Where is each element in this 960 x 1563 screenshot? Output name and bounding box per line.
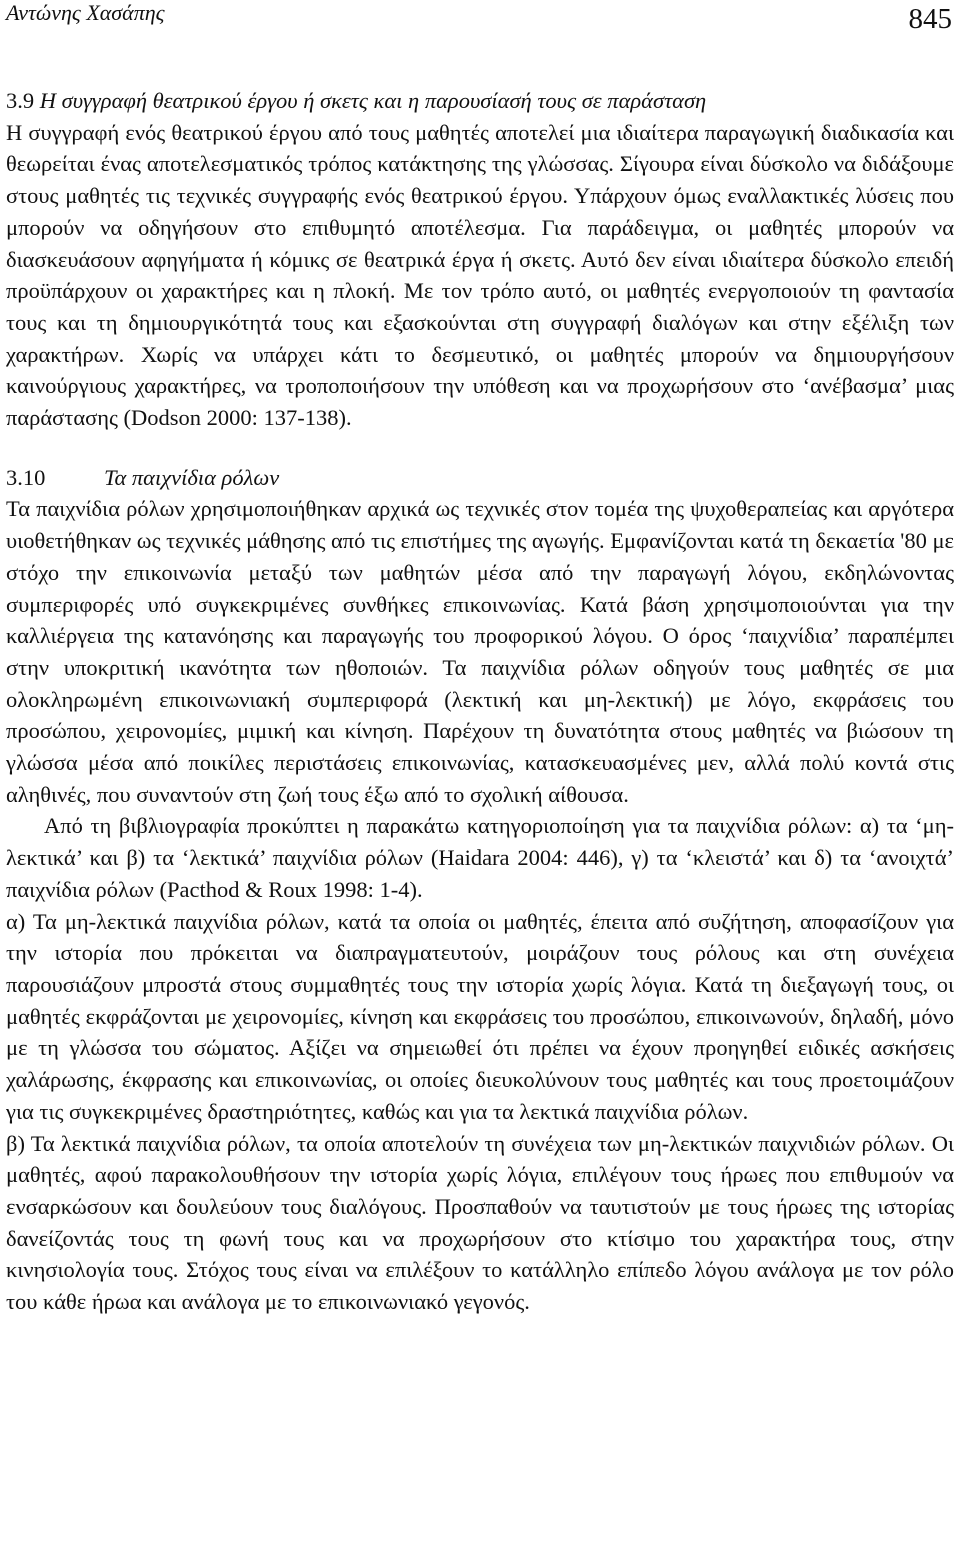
paragraph: α) Τα μη-λεκτικά παιχνίδια ρόλων, κατά τα οποία οι μαθητές, έπειτα από συζήτηση, αποφασίζουν για την ιστορία που πρόκειται να διαπραγματευτούν, μοιράζουν τους ρόλους και στη συνέχεια παρουσιάζουν μπροστά στους συμμαθητές τους την ιστορία χωρίς λόγια. Κατά τη διεξαγωγή τους, οι μαθητές εκφράζονται με χειρονομίες, κίνηση και εκφράσεις του προσώπου, επικοινωνούν, δηλαδή, μόνο με τη γλώσσα του σώματος. Αξίζει να σημειωθεί ότι πρέπει να έχουν προηγηθεί ειδικές ασκήσεις χαλάρωσης, έκφρασης και επικοινωνίας, οι οποίες διευκολύνουν τους μαθητές και τους προετοιμάζουν για τις συγκεκριμένες δραστηριότητες, καθώς και για τα λεκτικά παιχνίδια ρόλων.: [6, 908, 954, 1124]
section-heading-3-9: [6, 85, 954, 117]
section-number: 3.10: [6, 464, 46, 490]
section-title: Η συγγραφή θεατρικού έργου ή σκετς και η παρουσίασή τους σε παράσταση: [39, 88, 707, 113]
section-spacer: [6, 434, 954, 462]
paragraph: Από τη βιβλιογραφία προκύπτει η παρακάτω κατηγοριοποίηση για τα παιχνίδια ρόλων: α) τα ‘μη-λεκτικά’ και β) τα ‘λεκτικά’ παιχνίδια ρόλων (Haidara 2004: 446), γ) τα ‘κλειστά’ και δ) τα ‘ανοιχτά’ παιχνίδια ρόλων (Pacthod & Roux 1998: 1-4).: [6, 813, 954, 902]
section-heading-3-10: [6, 462, 954, 494]
section-number: 3.9: [6, 88, 35, 113]
page-header: [6, 0, 954, 40]
paragraph: β) Τα λεκτικά παιχνίδια ρόλων, τα οποία αποτελούν τη συνέχεια των μη-λεκτικών παιχνιδιών ρόλων. Οι μαθητές, αφού παρακολουθήσουν την ιστορία χωρίς λόγια, επιλέγουν τους ήρωες που επιθυμούν να ενσαρκώσουν και δουλεύουν τους διαλόγους. Προσπαθούν να ταυτιστούν με τους ήρωες της ιστορίας δανείζοντάς τους τη φωνή τους και να προχωρήσουν στο κτίσιμο του χαρακτήρα τους, στην κινησιολογία τους. Στόχος τους είναι να επιλέξουν το κατάλληλο επίπεδο λόγου ανάλογα με τον ρόλο του κάθε ήρωα και ανάλογα με το επικοινωνιακό γεγονός.: [6, 1130, 954, 1315]
paragraph: Τα παιχνίδια ρόλων χρησιμοποιήθηκαν αρχικά ως τεχνικές στον τομέα της ψυχοθεραπείας και αργότερα υιοθετήθηκαν ως τεχνικές μάθησης από τις επιστήμες της αγωγής. Εμφανίζονται κατά τη δεκαετία '80 με στόχο την επικοινωνία μεταξύ των μαθητών μέσα από την παραγωγή λόγου, εκδηλώνοντας συμπεριφορές υπό συγκεκριμένες συνθήκες επικοινωνίας. Κατά βάση χρησιμοποιούνται για την καλλιέργεια της κατανόησης και παραγωγής του προφορικού λόγου. Ο όρος ‘παιχνίδια’ παραπέμπει στην υποκριτική ικανότητα των ηθοποιών. Τα παιχνίδια ρόλων οδηγούν τους μαθητές σε μια ολοκληρωμένη επικοινωνιακή συμπεριφορά (λεκτική και μη-λεκτική) με λόγο, εκφράσεις του προσώπου, χειρονομίες, μιμική και κίνηση. Παρέχουν τη δυνατότητα στους μαθητές να βιώσουν τη γλώσσα μέσα από ποικίλες περιστάσεις επικοινωνίας, κατασκευασμένες μεν, αλλά πολύ κοντά στις αληθινές, που συναντούν στη ζωή τους έξω από το σχολική αίθουσα.: [6, 496, 954, 807]
running-head-author: Αντώνης Χασάπης: [6, 0, 165, 25]
page-number: 845: [908, 3, 952, 35]
section-title: Τα παιχνίδια ρόλων: [104, 464, 280, 490]
body-text: [6, 85, 954, 1318]
paragraph: Η συγγραφή ενός θεατρικού έργου από τους μαθητές αποτελεί μια ιδιαίτερα παραγωγική διαδικασία και θεωρείται ένας αποτελεσματικός τρόπος κατάκτησης της γλώσσας. Σίγουρα είναι δύσκολο να διδάξουμε στους μαθητές τις τεχνικές συγγραφής ενός θεατρικού έργου. Υπάρχουν όμως εναλλακτικές λύσεις που μπορούν να οδηγήσουν στο επιθυμητό αποτέλεσμα. Για παράδειγμα, οι μαθητές μπορούν να διασκευάσουν αφηγήματα ή κόμικς σε θεατρικά έργα ή σκετς. Αυτό δεν είναι ιδιαίτερα δύσκολο επειδή προϋπάρχουν οι χαρακτήρες και η πλοκή. Με τον τρόπο αυτό, οι μαθητές ενεργοποιούν τη φαντασία τους και τη δημιουργικότητά τους και εξασκούνται στη συγγραφή διαλόγων και στην εξέλιξη των χαρακτήρων. Χωρίς να υπάρχει κάτι το δεσμευτικό, οι μαθητές μπορούν να δημιουργήσουν καινούργιους χαρακτήρες, να τροποποιήσουν την υπόθεση και να προχωρήσουν στο ‘ανέβασμα’ μιας παράστασης (Dodson 2000: 137-138).: [6, 119, 954, 431]
